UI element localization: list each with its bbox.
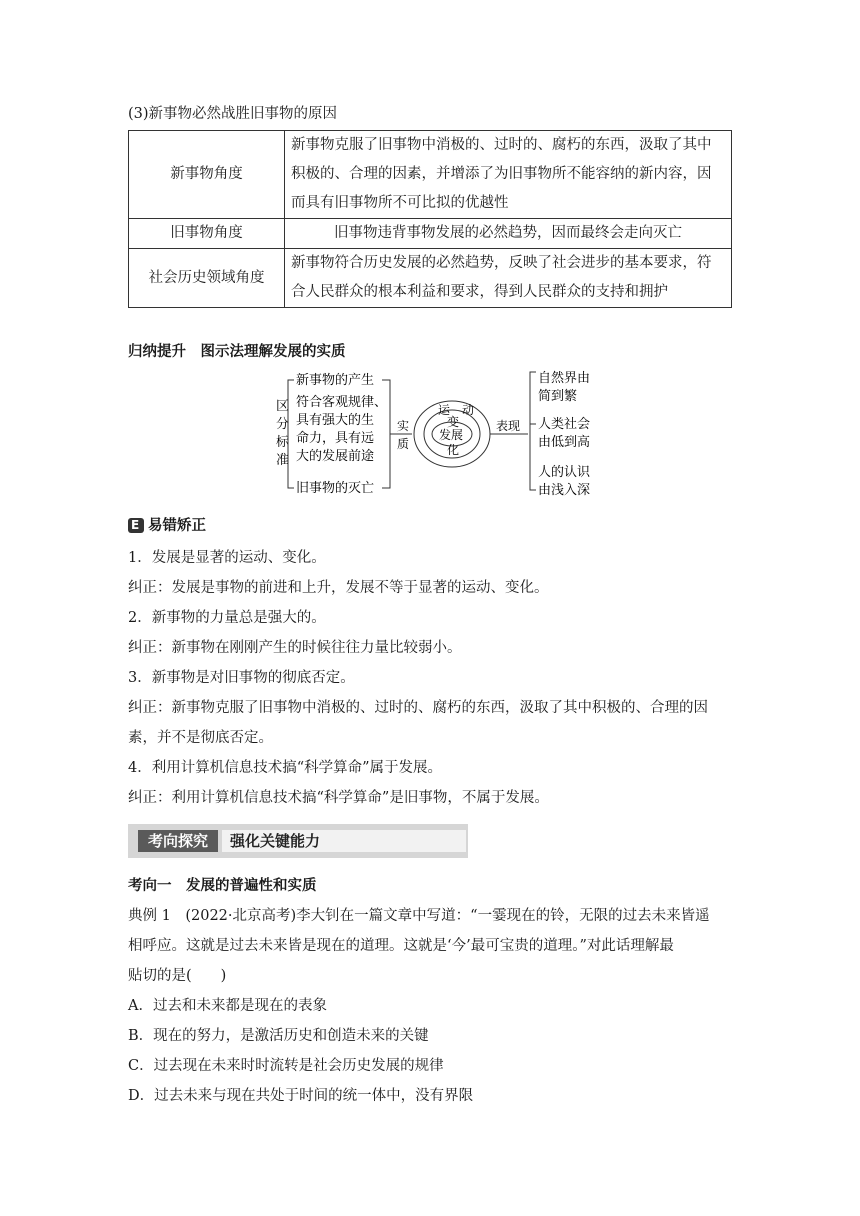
example-line: 典例 1 (2022·北京高考)李大钊在一篇文章中写道：“一霎现在的铃，无限的过去未来皆遥: [128, 908, 710, 924]
error-correction: 纠正：新事物在刚刚产生的时候往往力量比较弱小。: [128, 640, 462, 656]
diagram-essence-char: 质: [397, 437, 410, 451]
diagram-right-item: 由低到高: [538, 435, 591, 450]
option-a: A．过去和未来都是现在的表象: [128, 998, 327, 1014]
error-section-badge-letter: E: [131, 518, 140, 532]
table-row-content: [285, 249, 732, 308]
table-cell-line: 新事物符合历史发展的必然趋势，反映了社会进步的基本要求，符: [291, 255, 712, 271]
section-title: (3)新事物必然战胜旧事物的原因: [128, 106, 338, 122]
error-item: 3．新事物是对旧事物的彻底否定。: [128, 670, 355, 686]
example-line: 相呼应。这就是过去未来皆是现在的道理。这就是‘今’最可宝贵的道理。”对此话理解最: [128, 938, 674, 954]
error-item: 4．利用计算机信息技术搞“科学算命”属于发展。: [128, 760, 443, 776]
table-row-head: 新事物角度: [129, 131, 285, 219]
diagram-manifest-label: 表现: [496, 419, 521, 433]
diagram-essence-char: 实: [397, 419, 410, 433]
diagram-ring-center: 发展: [439, 428, 464, 442]
diagram-right-item: 人的认识: [538, 465, 591, 480]
table-row-head: 社会历史领域角度: [129, 249, 285, 308]
diagram-box-item: 大的发展前途: [296, 449, 375, 464]
direction-title: 考向一 发展的普遍性和实质: [128, 878, 317, 894]
table-row-head: 旧事物角度: [129, 219, 285, 249]
table-row-content: [285, 219, 732, 249]
error-correction: 纠正：利用计算机信息技术搞“科学算命”是旧事物，不属于发展。: [128, 790, 549, 806]
error-correction: 素，并不是彻底否定。: [128, 730, 273, 746]
diagram-ring-outer: 运 动: [438, 403, 475, 417]
table-cell-line: 旧事物违背事物发展的必然趋势，因而最终会走向灭亡: [334, 225, 682, 241]
error-correction: 纠正：发展是事物的前进和上升，发展不等于显著的运动、变化。: [128, 580, 549, 596]
comparison-table: [128, 130, 732, 308]
option-d: D．过去未来与现在共处于时间的统一体中，没有界限: [128, 1088, 474, 1104]
diagram-box-item: 旧事物的灭亡: [296, 481, 375, 496]
table-row: [129, 249, 732, 308]
diagram-left-label-char: 准: [276, 453, 290, 468]
table-cell-line: 积极的、合理的因素，并增添了为旧事物所不能容纳的新内容，因: [291, 166, 712, 182]
development-diagram: [262, 364, 602, 504]
table-row-content: [285, 131, 732, 219]
diagram-box-item: 命力，具有远: [296, 431, 375, 446]
diagram-box-item: 具有强大的生: [296, 413, 375, 428]
diagram-right-item: 由浅入深: [538, 483, 591, 498]
diagram-box-item: 新事物的产生: [296, 373, 375, 388]
error-item: 1．发展是显著的运动、变化。: [128, 550, 326, 566]
error-correction: 纠正：新事物克服了旧事物中消极的、过时的、腐朽的东西，汲取了其中积极的、合理的因: [128, 700, 708, 716]
section-banner: [128, 824, 468, 858]
diagram-left-label-char: 分: [276, 417, 290, 432]
diagram-ring-bottom: 化: [447, 443, 460, 457]
diagram-left-label-char: 标: [276, 435, 290, 450]
error-section-badge: [128, 518, 144, 533]
diagram-left-label-char: 区: [276, 399, 290, 414]
option-b: B．现在的努力，是激活历史和创造未来的关键: [128, 1028, 429, 1044]
diagram-box-item: 符合客观规律、: [296, 395, 388, 410]
option-c: C．过去现在未来时时流转是社会历史发展的规律: [128, 1058, 444, 1074]
table-row: [129, 131, 732, 219]
summary-heading: 归纳提升 图示法理解发展的实质: [128, 344, 346, 360]
diagram-right-item: 人类社会: [538, 417, 591, 432]
diagram-ring-mid: 变: [447, 415, 460, 429]
table-row: [129, 219, 732, 249]
diagram-right-item: 简到繁: [538, 389, 578, 404]
table-cell-line: 合人民群众的根本利益和要求，得到人民群众的支持和拥护: [291, 284, 668, 300]
error-item: 2．新事物的力量总是强大的。: [128, 610, 326, 626]
table-cell-line: 而具有旧事物所不可比拟的优越性: [291, 195, 509, 211]
table-cell-line: 新事物克服了旧事物中消极的、过时的、腐朽的东西，汲取了其中: [291, 137, 712, 153]
banner-right-label: 强化关键能力: [222, 830, 466, 852]
banner-left-label: 考向探究: [138, 830, 218, 852]
diagram-right-item: 自然界由: [538, 371, 591, 386]
error-section-title: 易错矫正: [148, 518, 206, 534]
example-line: 贴切的是( ): [128, 968, 227, 984]
